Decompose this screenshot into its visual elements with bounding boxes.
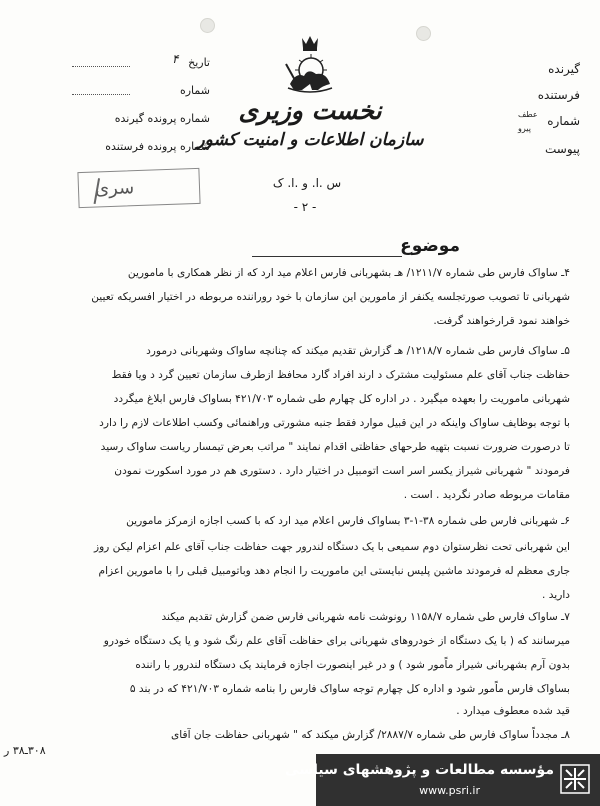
body-line: ۵ـ ساواک فارس طی شماره ۱۲۱۸/۷/ هـ گزارش تقدیم میکند که چنانچه ساواک وشهربانی درمورد [146, 345, 570, 357]
body-line: قید شده معطوف میدارد . [456, 705, 570, 717]
body-line: ۷ـ ساواک فارس طی شماره ۱۱۵۸/۷ رونوشت نامه شهربانی فارس ضمن گزارش تقدیم میکند [161, 611, 570, 623]
number-field-line [72, 94, 130, 95]
body-line: تا درصورت ضرورت نسبت بتهیه طرحهای حفاظتی اقدام نمایند " مراتب بعرض تیمسار ریاست ساواک رسید [100, 441, 570, 453]
body-line: ۴ـ ساواک فارس طی شماره ۱۲۱۱/۷/ هـ بشهربانی فارس اعلام مید ارد که از نظر همکاری با مامورین [127, 267, 570, 279]
watermark-url: www.psri.ir [419, 784, 480, 797]
sender-label: فرستنده [537, 88, 580, 102]
body-line: با توجه بوظایف ساواک واینکه در این قبیل موارد فقط جنبه مشورتی وراهنمائی وکسب اطلاعات لازم را دارد [99, 417, 570, 429]
body-line: مقامات مربوطه صادر نگردید . است . [403, 489, 570, 501]
body-line: بدون آرم بشهربانی شیراز ماًمور شود ) و در غیر اینصورت اجازه فرمایند یک دستگاه لندرور با راننده [135, 659, 570, 671]
number-field-label: شماره [179, 84, 210, 97]
body-line: دارید . [541, 589, 570, 601]
lion-and-sun-emblem-icon [282, 34, 338, 96]
body-line: فرمودند " شهربانی شیراز یکسر اسر است اتومبیل در اختیار دارد . دستوری هم در مورد اسکورت نمودن [114, 465, 570, 477]
body-line: شهربانی تا تصویب صورتجلسه یکنفر از مامورین این سازمان با خود روراننده مربوطه در اختیار افسریکه تعیین [91, 291, 570, 303]
stamp-mark [70, 174, 100, 204]
body-line: ۶ـ شهربانی فارس طی شماره ۳۸-۱-۳ بساواک فارس اعلام مید ارد که با کسب اجازه ازمرکز مامورین [126, 515, 570, 527]
body-line: جاری معظم له فرمودند ماشین پلیس نبایستی این ماموریت را انجام دهد وباتومبیل قبلی را با مامورین اعزام [98, 565, 570, 577]
body-line: میرسانند که ( با یک دستگاه از خودروهای شهربانی برای حفاظت آقای علم رنگ شود و یا یک دستگاه خودرو [103, 635, 570, 647]
date-field-line [72, 66, 130, 67]
watermark-name: مؤسسه مطالعات و پژوهشهای سیاسی [285, 762, 554, 778]
attachment-label: پیوست [545, 142, 580, 156]
body-line: خواهند نمود قرارخواهند گرفت. [433, 315, 570, 327]
institute-logo-icon [560, 764, 590, 794]
body-line: این شهربانی تحت نظرستوان دوم سمیعی با یک دستگاه لندرور جهت حفاظت جناب آقای علم اعزام لیکن روز [93, 541, 570, 553]
body-line: بساواک فارس ماًمور شود و اداره کل چهارم توجه ساواک فارس را بنامه شماره ۴۲۱/۷۰۳ که در بند ۵ [129, 683, 570, 695]
page-number: - ۲ - [293, 200, 317, 214]
punch-hole [200, 18, 215, 33]
punch-hole [416, 26, 431, 41]
number-label: شماره [547, 114, 580, 128]
receiver-file-label: شماره پرونده گیرنده [114, 112, 210, 125]
footer-code: ۳۰۸ـ۳۸ ر [4, 744, 46, 757]
organization-subtitle: سازمان اطلاعات و امنیت کشور [196, 130, 424, 150]
reference-action-label: عطف [518, 110, 538, 119]
reference-number: س .ا. و .ا. ک [272, 176, 342, 190]
stamp-text: سری [94, 177, 135, 200]
body-line: شهربانی ماموریت را بعهده میگیرد . در اداره کل چهارم طی شماره ۴۲۱/۷۰۳ بساواک فارس ابلاغ میگردد [113, 393, 570, 405]
recipient-label: گیرنده [548, 62, 580, 76]
organization-title: نخست وزیری [238, 96, 382, 125]
body-line: حفاظت جناب آقای علم مسئولیت مشترک د ارند افراد گارد محافظ ازطرف سازمان تعیین گرد د ویا فقط [111, 369, 570, 381]
subject-underline [252, 256, 402, 257]
subject-heading: موضوع [400, 236, 460, 256]
watermark-banner [285, 754, 600, 806]
body-line: ۸ـ مجدداً ساواک فارس طی شماره ۲۸۸۷/۷/ گزارش میکند که " شهربانی حفاظت جان آقای [171, 729, 570, 741]
date-field-label: تاریخ [188, 56, 210, 69]
handwritten-date: ۴ [172, 52, 179, 66]
sender-file-label: شماره پرونده فرستنده [105, 140, 210, 153]
followup-action-label: پیرو [518, 124, 531, 133]
